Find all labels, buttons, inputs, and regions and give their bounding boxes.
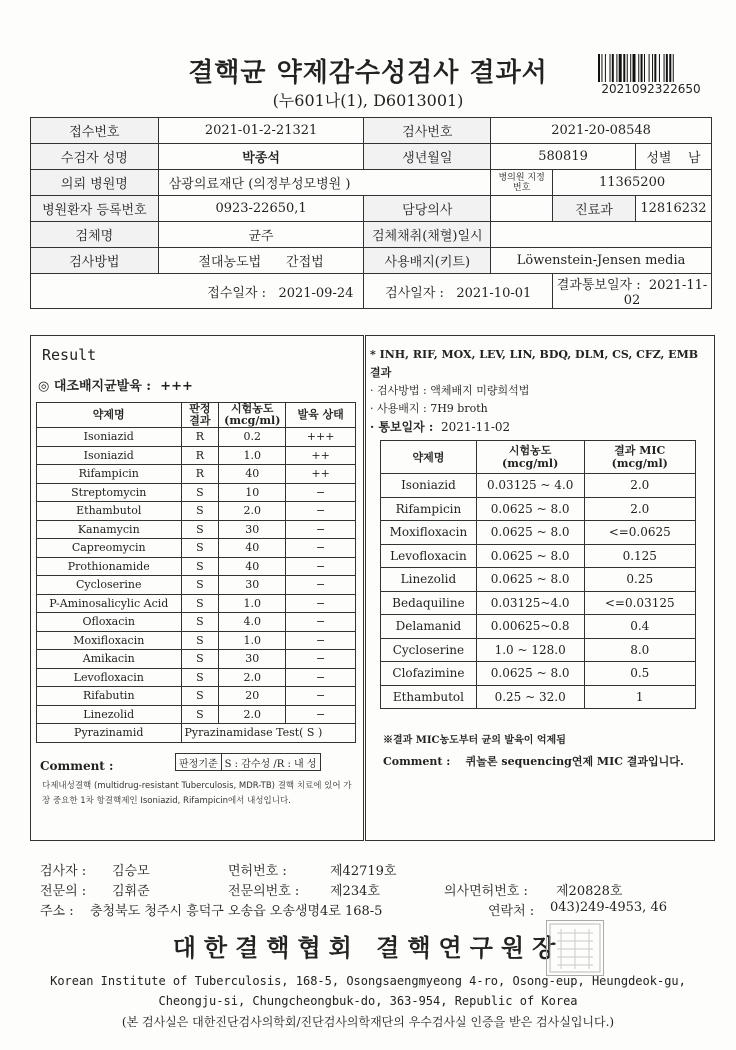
growth-status: ++	[286, 465, 356, 484]
table-row	[381, 521, 696, 545]
concentration: 10	[219, 483, 286, 502]
drug-name: Levofloxacin	[381, 544, 477, 568]
table-row	[37, 446, 356, 465]
collection-value	[491, 222, 712, 248]
concentration: 30	[219, 520, 286, 539]
growth-status: −	[286, 594, 356, 613]
mic-result: <=0.03125	[584, 591, 696, 615]
concentration: 40	[219, 539, 286, 558]
judgement: R	[181, 465, 219, 484]
drug-name: Moxifloxacin	[37, 631, 182, 650]
medium-value: Löwenstein-Jensen media	[491, 248, 712, 274]
birth-label: 생년월일	[364, 144, 491, 170]
pza-name: Pyrazinamid	[37, 724, 182, 743]
method-value	[158, 248, 364, 274]
department-value: 12816232	[635, 196, 711, 222]
mic-result: 2.0	[584, 474, 696, 498]
drug-name: Rifampicin	[37, 465, 182, 484]
doctor-license-no: 제20828호	[556, 884, 623, 899]
method-label: 검사방법	[31, 248, 159, 274]
table-row	[37, 687, 356, 706]
growth-status: −	[286, 668, 356, 687]
judgement: S	[181, 687, 219, 706]
judgement: S	[181, 557, 219, 576]
doctor-label: 담당의사	[364, 196, 491, 222]
judgement: S	[181, 631, 219, 650]
comment-text-right: 퀴놀론 sequencing연제 MIC 결과입니다.	[465, 755, 684, 768]
concentration: 40	[219, 465, 286, 484]
contact-label: 연락처 :	[488, 904, 535, 919]
growth-status: −	[286, 687, 356, 706]
table-row	[37, 613, 356, 632]
mic-report-date-label: · 통보일자 :	[370, 420, 434, 434]
mic-result: 0.4	[584, 615, 696, 639]
mic-col-drug: 약제명	[381, 441, 477, 474]
hospital-code: 11365200	[553, 170, 712, 196]
specialist-name: 김휘준	[112, 884, 150, 899]
drug-name: Moxifloxacin	[381, 521, 477, 545]
received-date-cell	[31, 274, 364, 309]
growth-status: −	[286, 520, 356, 539]
specialist-license-label: 전문의번호 :	[228, 884, 300, 899]
hospital-label: 의뢰 병원명	[31, 170, 159, 196]
concentration-range: 0.03125~4.0	[476, 591, 584, 615]
sex-cell	[635, 144, 711, 170]
mic-col-range: 시험농도 (mcg/ml)	[476, 441, 584, 474]
patient-name-label: 수검자 성명	[31, 144, 159, 170]
judgement: S	[181, 483, 219, 502]
table-row	[37, 502, 356, 521]
concentration: 2.0	[219, 705, 286, 724]
concentration: 4.0	[219, 613, 286, 632]
col-concentration: 시험농도 (mcg/ml)	[219, 403, 286, 428]
growth-status: ++	[286, 446, 356, 465]
concentration: 1.0	[219, 631, 286, 650]
certification-note: (본 검사실은 대한진단검사의학회/진단검사의학재단의 우수검사실 인증을 받은 검사실입니다.)	[121, 1015, 615, 1029]
drug-name: Capreomycin	[37, 539, 182, 558]
table-row	[381, 685, 696, 709]
table-row	[37, 465, 356, 484]
report-date-label: 결과통보일자 :	[556, 278, 641, 293]
barcode-image	[598, 54, 702, 82]
test-date-cell	[364, 274, 553, 309]
report-date: 2021-11-02	[623, 278, 708, 308]
judgement: S	[181, 705, 219, 724]
mic-result: 0.125	[584, 544, 696, 568]
table-row	[37, 631, 356, 650]
drug-name: Amikacin	[37, 650, 182, 669]
table-row	[37, 428, 356, 447]
concentration: 1.0	[219, 446, 286, 465]
mic-notes	[370, 346, 710, 436]
registration-no: 0923-22650,1	[158, 196, 364, 222]
specimen-label: 검체명	[31, 222, 159, 248]
document-subtitle: (누601나(1), D6013001)	[272, 91, 464, 110]
test-date: 2021-10-01	[456, 285, 532, 301]
specialist-license-no: 제234호	[330, 884, 380, 899]
barcode-number: 2021092322650	[601, 82, 701, 96]
license-no: 제42719호	[330, 864, 397, 879]
address-value: 충청북도 청주시 흥덕구 오송읍 오송생명4로 168-5	[90, 904, 383, 919]
comment-label-right: Comment :	[383, 755, 451, 768]
mic-report-date	[370, 418, 710, 436]
concentration: 40	[219, 557, 286, 576]
table-row	[381, 662, 696, 686]
control-growth	[38, 375, 193, 394]
registration-no-label: 병원환자 등록번호	[31, 196, 159, 222]
growth-status: −	[286, 502, 356, 521]
table-row	[37, 576, 356, 595]
drug-name: Isoniazid	[37, 428, 182, 447]
concentration: 20	[219, 687, 286, 706]
judgement: S	[181, 668, 219, 687]
concentration-range: 0.0625 ~ 8.0	[476, 568, 584, 592]
concentration-range: 0.25 ~ 32.0	[476, 685, 584, 709]
control-growth-label: ◎ 대조배지균발육 :	[38, 379, 152, 394]
patient-info-table	[30, 117, 712, 309]
mic-result: 0.25	[584, 568, 696, 592]
table-row	[381, 591, 696, 615]
mic-result: 8.0	[584, 638, 696, 662]
concentration: 0.2	[219, 428, 286, 447]
specimen-value: 균주	[158, 222, 364, 248]
birth-date: 580819	[491, 144, 636, 170]
document-title: 결핵균 약제감수성검사 결과서	[188, 58, 548, 88]
mic-result: 2.0	[584, 497, 696, 521]
col-drug: 약제명	[37, 403, 182, 428]
table-row	[37, 594, 356, 613]
table-row	[37, 668, 356, 687]
drug-name: Isoniazid	[37, 446, 182, 465]
judgement: S	[181, 613, 219, 632]
growth-status: −	[286, 613, 356, 632]
table-row	[37, 539, 356, 558]
drug-name: Cycloserine	[37, 576, 182, 595]
method-absolute: 절대농도법	[198, 255, 262, 270]
growth-status: −	[286, 631, 356, 650]
contact-value: 043)249-4953, 46	[550, 900, 667, 915]
table-row	[37, 557, 356, 576]
growth-status: −	[286, 705, 356, 724]
official-seal	[546, 920, 604, 976]
mic-table	[380, 440, 696, 709]
result-title: Result	[42, 346, 97, 364]
growth-status: +++	[286, 428, 356, 447]
drug-name: Ethambutol	[37, 502, 182, 521]
comment-right	[383, 753, 684, 769]
department-label: 진료과	[553, 196, 636, 222]
criteria-box	[175, 753, 321, 771]
table-row	[381, 544, 696, 568]
judgement: S	[181, 650, 219, 669]
address-english-line1: Korean Institute of Tuberculosis, 168-5, Osongsaengmyeong 4-ro, Osong-eup, Heungdeok-gu,	[50, 974, 686, 988]
mic-drug-list: * INH, RIF, MOX, LEV, LIN, BDQ, DLM, CS, CFZ, EMB 결과	[370, 348, 699, 379]
drug-name: P-Aminosalicylic Acid	[37, 594, 182, 613]
sex-value: 남	[688, 151, 701, 166]
drug-name: Ofloxacin	[37, 613, 182, 632]
drug-name: Linezolid	[37, 705, 182, 724]
mic-result: 0.5	[584, 662, 696, 686]
concentration-range: 0.0625 ~ 8.0	[476, 521, 584, 545]
hospital-code-label: 병의원 지정번호	[491, 170, 553, 196]
drug-name: Streptomycin	[37, 483, 182, 502]
mic-result: 1	[584, 685, 696, 709]
concentration-range: 0.00625~0.8	[476, 615, 584, 639]
growth-status: −	[286, 576, 356, 595]
pza-test: Pyrazinamidase Test( S )	[181, 724, 356, 743]
drug-name: Clofazimine	[381, 662, 477, 686]
received-label: 접수일자 :	[207, 285, 267, 301]
judgement: S	[181, 576, 219, 595]
address-english-line2: Cheongju-si, Chungcheongbuk-do, 363-954, Republic of Korea	[158, 994, 578, 1008]
table-row	[37, 483, 356, 502]
drug-name: Kanamycin	[37, 520, 182, 539]
test-no: 2021-20-08548	[491, 118, 712, 144]
report-date-cell	[553, 274, 712, 309]
table-row	[381, 568, 696, 592]
examiner-name: 김승모	[112, 864, 150, 879]
concentration-range: 1.0 ~ 128.0	[476, 638, 584, 662]
table-row	[381, 638, 696, 662]
hospital-name: 삼광의료재단 (의정부성모병원 )	[158, 170, 490, 196]
concentration-range: 0.0625 ~ 8.0	[476, 662, 584, 686]
mic-medium: · 사용배지 : 7H9 broth	[370, 402, 488, 415]
concentration: 30	[219, 576, 286, 595]
test-date-label: 검사일자 :	[385, 285, 444, 301]
concentration-range: 0.0625 ~ 8.0	[476, 497, 584, 521]
mic-method: · 검사방법 : 액체배지 미량희석법	[370, 384, 530, 397]
institute-name: 대한결핵협회 결핵연구원장	[172, 933, 564, 962]
medium-label: 사용배지(키트)	[364, 248, 491, 274]
judgement: S	[181, 520, 219, 539]
col-judgement: 판정 결과	[181, 403, 219, 428]
judgement: S	[181, 502, 219, 521]
growth-status: −	[286, 483, 356, 502]
specialist-label: 전문의 :	[40, 884, 87, 899]
mic-col-result: 결과 MIC (mcg/ml)	[584, 441, 696, 474]
concentration: 30	[219, 650, 286, 669]
table-row	[381, 474, 696, 498]
criteria-label: 판정기준	[176, 754, 222, 771]
address-label: 주소 :	[40, 904, 74, 919]
patient-name: 박종석	[158, 144, 364, 170]
doctor-name	[491, 196, 553, 222]
drug-name: Isoniazid	[381, 474, 477, 498]
mic-result: <=0.0625	[584, 521, 696, 545]
control-growth-value: +++	[160, 379, 193, 394]
concentration: 2.0	[219, 502, 286, 521]
reception-no-label: 접수번호	[31, 118, 159, 144]
table-row	[381, 615, 696, 639]
drug-name: Linezolid	[381, 568, 477, 592]
drug-name: Rifabutin	[37, 687, 182, 706]
growth-status: −	[286, 539, 356, 558]
mdr-comment: 다제내성결핵 (multidrug-resistant Tuberculosis, MDR-TB) 결핵 치료에 있어 가장 중요한 1차 항결핵제인 Isoniazid, Rifampicin에서 내성입니다.	[42, 781, 352, 806]
concentration: 2.0	[219, 668, 286, 687]
growth-status: −	[286, 650, 356, 669]
test-no-label: 검사번호	[364, 118, 491, 144]
concentration-range: 0.03125 ~ 4.0	[476, 474, 584, 498]
drug-name: Delamanid	[381, 615, 477, 639]
reception-no: 2021-01-2-21321	[158, 118, 364, 144]
criteria-value: S : 감수성 /R : 내 성	[221, 754, 320, 771]
concentration-range: 0.0625 ~ 8.0	[476, 544, 584, 568]
license-label: 면허번호 :	[228, 864, 287, 879]
growth-status: −	[286, 557, 356, 576]
judgement: S	[181, 539, 219, 558]
mic-report-date-value: 2021-11-02	[440, 420, 511, 434]
drug-name: Levofloxacin	[37, 668, 182, 687]
sex-label: 성별	[646, 151, 672, 166]
drug-name: Rifampicin	[381, 497, 477, 521]
mic-note: ※결과 MIC농도부터 균의 발육이 억제됨	[383, 735, 566, 746]
drug-name: Bedaquiline	[381, 591, 477, 615]
method-indirect: 간접법	[286, 255, 324, 270]
examiner-label: 검사자 :	[40, 864, 87, 879]
drug-name: Cycloserine	[381, 638, 477, 662]
judgement: R	[181, 428, 219, 447]
drug-name: Prothionamide	[37, 557, 182, 576]
col-growth: 발육 상태	[286, 403, 356, 428]
judgement: S	[181, 594, 219, 613]
table-row	[37, 650, 356, 669]
table-row	[37, 520, 356, 539]
doctor-license-label: 의사면허번호 :	[444, 884, 528, 899]
collection-label: 검체채취(채혈)일시	[364, 222, 491, 248]
judgement: R	[181, 446, 219, 465]
received-date: 2021-09-24	[278, 285, 354, 301]
table-row	[381, 497, 696, 521]
table-row	[37, 705, 356, 724]
drug-name: Ethambutol	[381, 685, 477, 709]
absolute-concentration-table	[36, 402, 356, 743]
concentration: 1.0	[219, 594, 286, 613]
comment-label-left: Comment :	[40, 759, 114, 773]
